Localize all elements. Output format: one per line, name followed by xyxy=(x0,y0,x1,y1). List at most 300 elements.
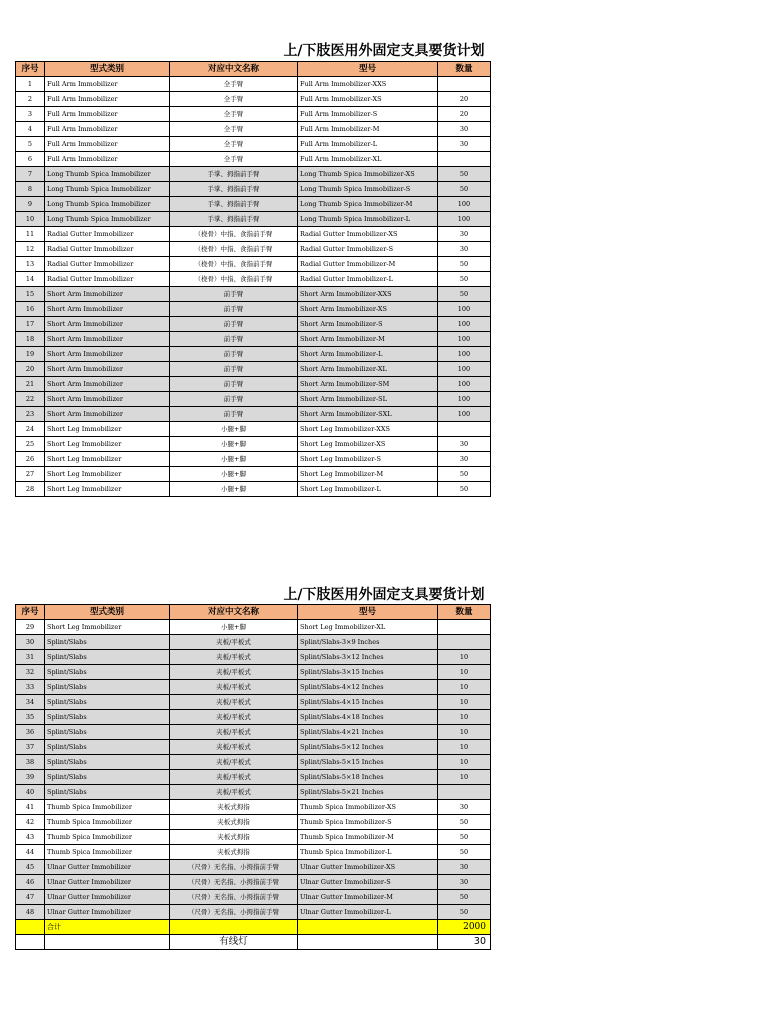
table-row xyxy=(16,680,491,695)
row-type: Radial Gutter Immobilizer xyxy=(45,257,170,272)
row-model: Splint/Slabs-5×15 Inches xyxy=(298,755,438,770)
row-chinese-name: 全手臂 xyxy=(170,122,298,137)
row-model: Long Thumb Spica Immobilizer-L xyxy=(298,212,438,227)
extra-model-cell xyxy=(298,935,438,950)
row-model: Splint/Slabs-5×21 Inches xyxy=(298,785,438,800)
row-quantity: 50 xyxy=(438,830,491,845)
table-body-2 xyxy=(16,620,491,920)
total-index-cell xyxy=(16,920,45,935)
total-label: 合计 xyxy=(45,920,170,935)
row-type: Full Arm Immobilizer xyxy=(45,92,170,107)
row-index: 14 xyxy=(16,272,45,287)
header-row xyxy=(16,62,491,77)
table-row xyxy=(16,845,491,860)
row-type: Splint/Slabs xyxy=(45,650,170,665)
row-model: Short Leg Immobilizer-M xyxy=(298,467,438,482)
row-type: Thumb Spica Immobilizer xyxy=(45,800,170,815)
row-model: Short Arm Immobilizer-SM xyxy=(298,377,438,392)
row-index: 37 xyxy=(16,740,45,755)
row-type: Thumb Spica Immobilizer xyxy=(45,830,170,845)
row-index: 8 xyxy=(16,182,45,197)
row-model: Full Arm Immobilizer-XXS xyxy=(298,77,438,92)
header-chinese-name: 对应中文名称 xyxy=(170,62,298,77)
row-index: 28 xyxy=(16,482,45,497)
row-index: 27 xyxy=(16,467,45,482)
row-chinese-name: 小腿+脚 xyxy=(170,467,298,482)
row-quantity: 50 xyxy=(438,287,491,302)
row-index: 2 xyxy=(16,92,45,107)
header-quantity: 数量 xyxy=(438,605,491,620)
table-row xyxy=(16,467,491,482)
table-row xyxy=(16,482,491,497)
row-quantity: 100 xyxy=(438,407,491,422)
row-chinese-name: 夹板/平板式 xyxy=(170,680,298,695)
row-index: 23 xyxy=(16,407,45,422)
row-index: 21 xyxy=(16,377,45,392)
row-quantity xyxy=(438,422,491,437)
row-chinese-name: 小腿+脚 xyxy=(170,482,298,497)
row-quantity: 10 xyxy=(438,680,491,695)
row-type: Long Thumb Spica Immobilizer xyxy=(45,167,170,182)
row-index: 3 xyxy=(16,107,45,122)
row-quantity: 10 xyxy=(438,650,491,665)
row-model: Splint/Slabs-4×15 Inches xyxy=(298,695,438,710)
row-type: Thumb Spica Immobilizer xyxy=(45,845,170,860)
row-chinese-name: 夹板式拇指 xyxy=(170,845,298,860)
table-row xyxy=(16,665,491,680)
table-row xyxy=(16,740,491,755)
row-model: Short Arm Immobilizer-S xyxy=(298,317,438,332)
row-type: Full Arm Immobilizer xyxy=(45,77,170,92)
row-model: Splint/Slabs-3×15 Inches xyxy=(298,665,438,680)
row-model: Long Thumb Spica Immobilizer-XS xyxy=(298,167,438,182)
row-type: Ulnar Gutter Immobilizer xyxy=(45,875,170,890)
row-chinese-name: 夹板/平板式 xyxy=(170,755,298,770)
row-index: 48 xyxy=(16,905,45,920)
row-quantity: 100 xyxy=(438,302,491,317)
row-model: Short Leg Immobilizer-XXS xyxy=(298,422,438,437)
row-quantity: 10 xyxy=(438,770,491,785)
row-index: 22 xyxy=(16,392,45,407)
row-quantity: 100 xyxy=(438,392,491,407)
row-type: Splint/Slabs xyxy=(45,710,170,725)
row-type: Full Arm Immobilizer xyxy=(45,137,170,152)
row-chinese-name: 前手臂 xyxy=(170,287,298,302)
table-row xyxy=(16,905,491,920)
header-row xyxy=(16,605,491,620)
table-body-1 xyxy=(16,77,491,497)
row-index: 15 xyxy=(16,287,45,302)
row-index: 6 xyxy=(16,152,45,167)
table-row xyxy=(16,770,491,785)
row-chinese-name: 小腿+脚 xyxy=(170,452,298,467)
total-model-cell xyxy=(298,920,438,935)
row-quantity: 50 xyxy=(438,167,491,182)
row-index: 26 xyxy=(16,452,45,467)
total-cn-cell xyxy=(170,920,298,935)
table-row xyxy=(16,695,491,710)
table-row xyxy=(16,710,491,725)
extra-chinese-name: 有线灯 xyxy=(170,935,298,950)
extra-index-cell xyxy=(16,935,45,950)
row-chinese-name: 手掌、拇指前手臂 xyxy=(170,167,298,182)
table-row xyxy=(16,242,491,257)
row-quantity xyxy=(438,785,491,800)
row-model: Ulnar Gutter Immobilizer-S xyxy=(298,875,438,890)
row-index: 47 xyxy=(16,890,45,905)
row-index: 44 xyxy=(16,845,45,860)
row-index: 40 xyxy=(16,785,45,800)
row-type: Thumb Spica Immobilizer xyxy=(45,815,170,830)
row-index: 46 xyxy=(16,875,45,890)
row-index: 38 xyxy=(16,755,45,770)
row-quantity: 100 xyxy=(438,212,491,227)
row-model: Full Arm Immobilizer-XL xyxy=(298,152,438,167)
extra-row xyxy=(16,935,491,950)
table-row xyxy=(16,347,491,362)
row-type: Short Arm Immobilizer xyxy=(45,362,170,377)
row-model: Thumb Spica Immobilizer-L xyxy=(298,845,438,860)
table-row xyxy=(16,785,491,800)
header-type: 型式类别 xyxy=(45,62,170,77)
row-chinese-name: 夹板/平板式 xyxy=(170,665,298,680)
row-quantity: 30 xyxy=(438,875,491,890)
row-chinese-name: 手掌、拇指前手臂 xyxy=(170,212,298,227)
header-chinese-name: 对应中文名称 xyxy=(170,605,298,620)
row-quantity: 10 xyxy=(438,695,491,710)
row-type: Splint/Slabs xyxy=(45,740,170,755)
row-chinese-name: 夹板/平板式 xyxy=(170,710,298,725)
row-type: Radial Gutter Immobilizer xyxy=(45,227,170,242)
row-model: Short Arm Immobilizer-XL xyxy=(298,362,438,377)
row-index: 24 xyxy=(16,422,45,437)
row-index: 42 xyxy=(16,815,45,830)
row-type: Splint/Slabs xyxy=(45,635,170,650)
row-type: Ulnar Gutter Immobilizer xyxy=(45,905,170,920)
row-type: Full Arm Immobilizer xyxy=(45,107,170,122)
row-type: Short Arm Immobilizer xyxy=(45,317,170,332)
row-chinese-name: （尺骨）无名指、小拇指前手臂 xyxy=(170,905,298,920)
table-row xyxy=(16,407,491,422)
row-quantity: 10 xyxy=(438,710,491,725)
row-index: 18 xyxy=(16,332,45,347)
row-chinese-name: （桡骨）中指、食指前手臂 xyxy=(170,272,298,287)
row-quantity xyxy=(438,77,491,92)
row-quantity: 30 xyxy=(438,800,491,815)
row-type: Splint/Slabs xyxy=(45,695,170,710)
table-row xyxy=(16,875,491,890)
row-chinese-name: 夹板/平板式 xyxy=(170,635,298,650)
table-row xyxy=(16,332,491,347)
table-row xyxy=(16,650,491,665)
row-type: Short Arm Immobilizer xyxy=(45,287,170,302)
table-row xyxy=(16,830,491,845)
row-chinese-name: 夹板/平板式 xyxy=(170,695,298,710)
row-quantity: 50 xyxy=(438,467,491,482)
row-chinese-name: 夹板/平板式 xyxy=(170,770,298,785)
row-type: Long Thumb Spica Immobilizer xyxy=(45,212,170,227)
row-index: 30 xyxy=(16,635,45,650)
table-row xyxy=(16,287,491,302)
table-row xyxy=(16,452,491,467)
table-row xyxy=(16,362,491,377)
table-row xyxy=(16,107,491,122)
row-chinese-name: 全手臂 xyxy=(170,107,298,122)
table-row xyxy=(16,257,491,272)
row-type: Ulnar Gutter Immobilizer xyxy=(45,890,170,905)
row-chinese-name: 前手臂 xyxy=(170,302,298,317)
row-chinese-name: 夹板/平板式 xyxy=(170,785,298,800)
row-quantity: 100 xyxy=(438,347,491,362)
row-type: Short Arm Immobilizer xyxy=(45,392,170,407)
row-index: 20 xyxy=(16,362,45,377)
row-model: Short Leg Immobilizer-S xyxy=(298,452,438,467)
table-row xyxy=(16,755,491,770)
row-type: Short Arm Immobilizer xyxy=(45,302,170,317)
row-model: Short Leg Immobilizer-L xyxy=(298,482,438,497)
row-model: Long Thumb Spica Immobilizer-S xyxy=(298,182,438,197)
row-chinese-name: 夹板式拇指 xyxy=(170,815,298,830)
row-index: 4 xyxy=(16,122,45,137)
row-index: 34 xyxy=(16,695,45,710)
row-chinese-name: 夹板/平板式 xyxy=(170,650,298,665)
row-index: 5 xyxy=(16,137,45,152)
row-model: Short Arm Immobilizer-M xyxy=(298,332,438,347)
row-quantity: 50 xyxy=(438,182,491,197)
row-model: Splint/Slabs-3×12 Inches xyxy=(298,650,438,665)
row-quantity: 30 xyxy=(438,227,491,242)
row-chinese-name: 手掌、拇指前手臂 xyxy=(170,197,298,212)
table-row xyxy=(16,437,491,452)
row-index: 32 xyxy=(16,665,45,680)
row-index: 17 xyxy=(16,317,45,332)
row-chinese-name: 前手臂 xyxy=(170,362,298,377)
table-row xyxy=(16,167,491,182)
row-quantity: 50 xyxy=(438,815,491,830)
table-row xyxy=(16,860,491,875)
row-index: 1 xyxy=(16,77,45,92)
row-quantity: 30 xyxy=(438,860,491,875)
table-row xyxy=(16,377,491,392)
row-type: Splint/Slabs xyxy=(45,665,170,680)
row-quantity: 30 xyxy=(438,137,491,152)
row-type: Ulnar Gutter Immobilizer xyxy=(45,860,170,875)
row-chinese-name: （桡骨）中指、食指前手臂 xyxy=(170,257,298,272)
row-quantity: 10 xyxy=(438,755,491,770)
row-type: Short Arm Immobilizer xyxy=(45,407,170,422)
row-model: Radial Gutter Immobilizer-XS xyxy=(298,227,438,242)
table-row xyxy=(16,635,491,650)
row-type: Short Leg Immobilizer xyxy=(45,452,170,467)
row-chinese-name: （尺骨）无名指、小拇指前手臂 xyxy=(170,860,298,875)
row-quantity: 30 xyxy=(438,437,491,452)
row-quantity: 50 xyxy=(438,890,491,905)
row-chinese-name: 小腿+脚 xyxy=(170,620,298,635)
row-type: Radial Gutter Immobilizer xyxy=(45,272,170,287)
table-row xyxy=(16,137,491,152)
row-model: Short Leg Immobilizer-XL xyxy=(298,620,438,635)
row-quantity xyxy=(438,620,491,635)
row-index: 7 xyxy=(16,167,45,182)
row-model: Thumb Spica Immobilizer-S xyxy=(298,815,438,830)
row-quantity: 10 xyxy=(438,665,491,680)
row-type: Radial Gutter Immobilizer xyxy=(45,242,170,257)
extra-quantity: 30 xyxy=(438,935,491,950)
row-chinese-name: 全手臂 xyxy=(170,77,298,92)
row-index: 10 xyxy=(16,212,45,227)
row-chinese-name: 前手臂 xyxy=(170,377,298,392)
row-model: Thumb Spica Immobilizer-XS xyxy=(298,800,438,815)
row-index: 39 xyxy=(16,770,45,785)
row-index: 29 xyxy=(16,620,45,635)
row-quantity: 100 xyxy=(438,317,491,332)
row-index: 33 xyxy=(16,680,45,695)
row-index: 16 xyxy=(16,302,45,317)
row-model: Short Arm Immobilizer-XS xyxy=(298,302,438,317)
row-quantity: 50 xyxy=(438,905,491,920)
header-quantity: 数量 xyxy=(438,62,491,77)
table-row xyxy=(16,152,491,167)
table-row xyxy=(16,620,491,635)
table-row xyxy=(16,122,491,137)
row-type: Full Arm Immobilizer xyxy=(45,152,170,167)
row-type: Short Leg Immobilizer xyxy=(45,620,170,635)
row-index: 13 xyxy=(16,257,45,272)
row-quantity: 50 xyxy=(438,482,491,497)
row-index: 12 xyxy=(16,242,45,257)
row-chinese-name: 小腿+脚 xyxy=(170,422,298,437)
row-quantity: 10 xyxy=(438,725,491,740)
page-title-2: 上/下肢医用外固定支具要货计划 xyxy=(283,587,485,603)
total-row xyxy=(16,920,491,935)
row-type: Splint/Slabs xyxy=(45,785,170,800)
row-quantity: 100 xyxy=(438,332,491,347)
row-model: Long Thumb Spica Immobilizer-M xyxy=(298,197,438,212)
row-quantity: 50 xyxy=(438,272,491,287)
row-chinese-name: 前手臂 xyxy=(170,407,298,422)
table-row xyxy=(16,197,491,212)
row-chinese-name: （尺骨）无名指、小拇指前手臂 xyxy=(170,875,298,890)
row-chinese-name: 夹板/平板式 xyxy=(170,725,298,740)
header-index: 序号 xyxy=(16,62,45,77)
row-model: Radial Gutter Immobilizer-M xyxy=(298,257,438,272)
row-model: Full Arm Immobilizer-M xyxy=(298,122,438,137)
summary-body xyxy=(16,920,491,950)
row-chinese-name: 小腿+脚 xyxy=(170,437,298,452)
row-type: Splint/Slabs xyxy=(45,680,170,695)
row-chinese-name: 前手臂 xyxy=(170,317,298,332)
table-row xyxy=(16,92,491,107)
row-type: Short Leg Immobilizer xyxy=(45,467,170,482)
extra-type-cell xyxy=(45,935,170,950)
row-index: 31 xyxy=(16,650,45,665)
row-type: Full Arm Immobilizer xyxy=(45,122,170,137)
table-row xyxy=(16,422,491,437)
row-quantity xyxy=(438,635,491,650)
row-model: Splint/Slabs-4×12 Inches xyxy=(298,680,438,695)
table-row xyxy=(16,815,491,830)
header-type: 型式类别 xyxy=(45,605,170,620)
row-chinese-name: 夹板/平板式 xyxy=(170,740,298,755)
row-index: 43 xyxy=(16,830,45,845)
order-table-1 xyxy=(15,61,491,497)
row-model: Splint/Slabs-4×18 Inches xyxy=(298,710,438,725)
table-row xyxy=(16,725,491,740)
row-quantity: 50 xyxy=(438,845,491,860)
header-model: 型号 xyxy=(298,605,438,620)
table-row xyxy=(16,317,491,332)
table-row xyxy=(16,302,491,317)
row-chinese-name: 前手臂 xyxy=(170,392,298,407)
row-type: Short Leg Immobilizer xyxy=(45,482,170,497)
table-row xyxy=(16,272,491,287)
row-model: Splint/Slabs-4×21 Inches xyxy=(298,725,438,740)
row-quantity: 20 xyxy=(438,92,491,107)
row-type: Short Arm Immobilizer xyxy=(45,347,170,362)
row-chinese-name: （尺骨）无名指、小拇指前手臂 xyxy=(170,890,298,905)
row-quantity: 30 xyxy=(438,452,491,467)
table-row xyxy=(16,77,491,92)
row-chinese-name: 前手臂 xyxy=(170,347,298,362)
row-model: Splint/Slabs-3×9 Inches xyxy=(298,635,438,650)
row-chinese-name: （桡骨）中指、食指前手臂 xyxy=(170,242,298,257)
row-model: Ulnar Gutter Immobilizer-M xyxy=(298,890,438,905)
order-table-2 xyxy=(15,604,491,950)
row-quantity: 30 xyxy=(438,242,491,257)
row-quantity: 20 xyxy=(438,107,491,122)
table-row xyxy=(16,890,491,905)
row-index: 9 xyxy=(16,197,45,212)
row-index: 35 xyxy=(16,710,45,725)
header-index: 序号 xyxy=(16,605,45,620)
table-row xyxy=(16,800,491,815)
row-model: Full Arm Immobilizer-L xyxy=(298,137,438,152)
page-title-1: 上/下肢医用外固定支具要货计划 xyxy=(283,43,485,59)
row-chinese-name: 全手臂 xyxy=(170,152,298,167)
row-type: Short Leg Immobilizer xyxy=(45,437,170,452)
row-chinese-name: （桡骨）中指、食指前手臂 xyxy=(170,227,298,242)
row-quantity: 100 xyxy=(438,197,491,212)
row-model: Ulnar Gutter Immobilizer-XS xyxy=(298,860,438,875)
row-model: Short Arm Immobilizer-XXS xyxy=(298,287,438,302)
row-model: Short Arm Immobilizer-SL xyxy=(298,392,438,407)
row-chinese-name: 夹板式拇指 xyxy=(170,800,298,815)
row-chinese-name: 夹板式拇指 xyxy=(170,830,298,845)
table-row xyxy=(16,182,491,197)
row-quantity: 50 xyxy=(438,257,491,272)
row-chinese-name: 全手臂 xyxy=(170,137,298,152)
row-index: 25 xyxy=(16,437,45,452)
row-model: Radial Gutter Immobilizer-L xyxy=(298,272,438,287)
row-type: Long Thumb Spica Immobilizer xyxy=(45,182,170,197)
row-model: Splint/Slabs-5×18 Inches xyxy=(298,770,438,785)
row-index: 11 xyxy=(16,227,45,242)
row-chinese-name: 手掌、拇指前手臂 xyxy=(170,182,298,197)
row-model: Thumb Spica Immobilizer-M xyxy=(298,830,438,845)
row-model: Full Arm Immobilizer-S xyxy=(298,107,438,122)
row-index: 41 xyxy=(16,800,45,815)
row-quantity: 10 xyxy=(438,740,491,755)
row-model: Splint/Slabs-5×12 Inches xyxy=(298,740,438,755)
row-model: Radial Gutter Immobilizer-S xyxy=(298,242,438,257)
row-type: Short Arm Immobilizer xyxy=(45,377,170,392)
header-model: 型号 xyxy=(298,62,438,77)
row-type: Short Arm Immobilizer xyxy=(45,332,170,347)
total-quantity: 2000 xyxy=(438,920,491,935)
row-index: 36 xyxy=(16,725,45,740)
row-model: Short Arm Immobilizer-L xyxy=(298,347,438,362)
row-quantity: 30 xyxy=(438,122,491,137)
